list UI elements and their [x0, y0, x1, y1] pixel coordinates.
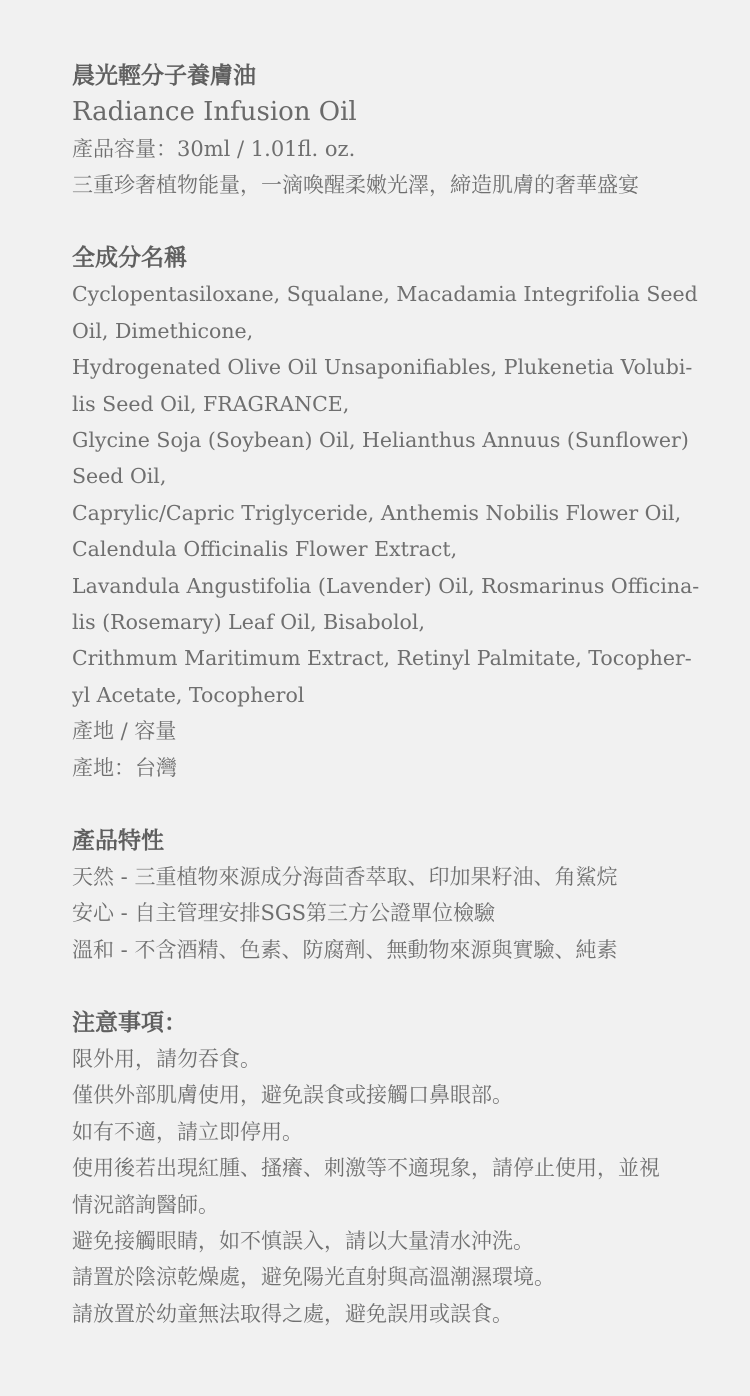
ingredient-line: Cyclopentasiloxane, Squalane, Macadamia Integrifolia Seed: [72, 282, 698, 307]
product-header: [72, 58, 690, 204]
product-capacity: 產品容量：30ml / 1.01fl. oz.: [72, 136, 356, 161]
feature-item-natural: 天然 - 三重植物來源成分海茴香萃取、印加果籽油、角鯊烷: [72, 864, 618, 889]
note-line: 限外用，請勿吞食。: [72, 1046, 261, 1071]
ingredient-line: lis Seed Oil, FRAGRANCE,: [72, 391, 350, 416]
feature-item-gentle: 溫和 - 不含酒精、色素、防腐劑、無動物來源與實驗、純素: [72, 937, 618, 962]
ingredients-heading: 全成分名稱: [72, 244, 187, 272]
notes-section: [72, 1005, 690, 1333]
features-heading: 產品特性: [72, 826, 164, 854]
ingredient-line: Glycine Soja (Soybean) Oil, Helianthus Annuus (Sunflower): [72, 428, 689, 453]
note-line: 情況諮詢醫師。: [72, 1192, 219, 1217]
ingredient-line: Hydrogenated Olive Oil Unsaponifiables, Plukenetia Volubi-: [72, 355, 693, 380]
origin-label: 產地 / 容量: [72, 719, 177, 744]
origin-value: 產地：台灣: [72, 755, 177, 780]
product-tagline: 三重珍奢植物能量，一滴喚醒柔嫩光澤，締造肌膚的奢華盛宴: [72, 173, 639, 198]
features-section: [72, 823, 690, 969]
feature-item-safe: 安心 - 自主管理安排SGS第三方公證單位檢驗: [72, 901, 495, 926]
ingredient-line: Caprylic/Capric Triglyceride, Anthemis Nobilis Flower Oil,: [72, 500, 682, 525]
note-line: 請放置於幼童無法取得之處，避免誤用或誤食。: [72, 1301, 513, 1326]
ingredient-line: yl Acetate, Tocopherol: [72, 682, 305, 707]
ingredient-line: Seed Oil,: [72, 464, 167, 489]
ingredient-line: Crithmum Maritimum Extract, Retinyl Palmitate, Tocopher-: [72, 646, 692, 671]
spacer: [72, 204, 690, 240]
spacer: [72, 968, 690, 1004]
spacer: [72, 786, 690, 822]
product-name-zh: 晨光輕分子養膚油: [72, 62, 256, 89]
ingredients-section: [72, 240, 700, 786]
note-line: 使用後若出現紅腫、搔癢、刺激等不適現象，請停止使用，並視: [72, 1156, 660, 1181]
ingredient-line: lis (Rosemary) Leaf Oil, Bisabolol,: [72, 610, 425, 635]
notes-heading: 注意事項：: [72, 1008, 187, 1036]
note-line: 避免接觸眼睛，如不慎誤入，請以大量清水沖洗。: [72, 1228, 534, 1253]
ingredient-line: Calendula Officinalis Flower Extract,: [72, 537, 458, 562]
note-line: 請置於陰涼乾燥處，避免陽光直射與高溫潮濕環境。: [72, 1265, 555, 1290]
product-name-en: Radiance Infusion Oil: [72, 97, 357, 128]
note-line: 如有不適，請立即停用。: [72, 1119, 303, 1144]
ingredient-line: Oil, Dimethicone,: [72, 318, 254, 343]
ingredient-line: Lavandula Angustifolia (Lavender) Oil, Rosmarinus Officina-: [72, 573, 700, 598]
note-line: 僅供外部肌膚使用，避免誤食或接觸口鼻眼部。: [72, 1083, 513, 1108]
